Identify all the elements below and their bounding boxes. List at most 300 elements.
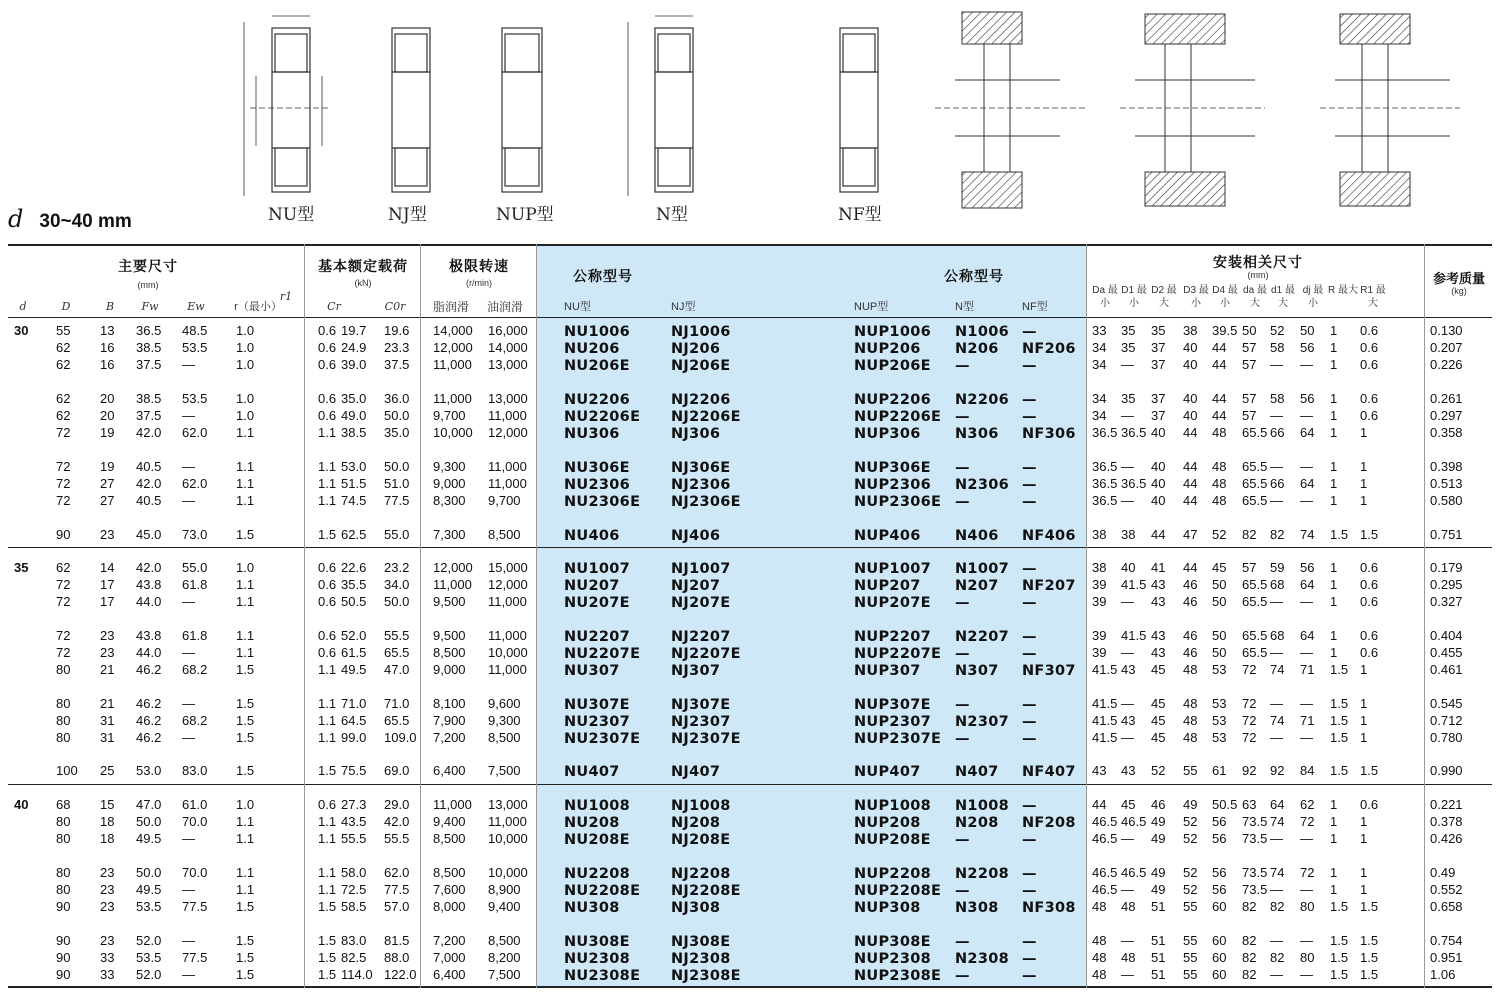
table-cell: NU207E <box>564 595 630 611</box>
table-cell: 1.0 <box>236 340 255 355</box>
table-cell: — <box>1121 967 1134 982</box>
table-cell: 57 <box>1242 357 1257 372</box>
table-cell: NJ207 <box>671 578 721 594</box>
table-cell: 9,400 <box>433 814 466 829</box>
table-cell: 64 <box>1300 425 1315 440</box>
table-cell: 44 <box>1212 357 1227 372</box>
table-cell: 1.5 <box>1330 967 1349 982</box>
table-cell: 50 <box>1212 577 1227 592</box>
table-cell: 23 <box>100 933 115 948</box>
table-cell: 44 <box>1212 340 1227 355</box>
table-cell: 40 <box>1121 560 1136 575</box>
table-cell: NF407 <box>1022 764 1076 780</box>
table-cell: 46 <box>1183 594 1198 609</box>
table-cell: 72 <box>56 476 71 491</box>
table-cell: 48.5 <box>182 323 208 338</box>
table-cell: NUP308 <box>854 900 921 916</box>
table-cell: 20 <box>100 391 115 406</box>
table-cell: 55 <box>56 323 71 338</box>
table-cell: 0.513 <box>1430 476 1463 491</box>
table-cell: 1.5 <box>236 696 255 711</box>
table-cell: 80 <box>56 814 71 829</box>
table-cell: 72 <box>56 594 71 609</box>
table-cell: 44 <box>1183 476 1198 491</box>
table-cell: 43.8 <box>136 628 162 643</box>
table-cell: 53.5 <box>182 340 208 355</box>
table-cell: 38 <box>1092 560 1107 575</box>
table-cell: NU208E <box>564 832 630 848</box>
table-cell: — <box>1121 696 1134 711</box>
group-speed-unit: (r/min) <box>466 278 492 288</box>
table-cell: 35.0 <box>384 425 410 440</box>
table-cell: NUP406 <box>854 528 921 544</box>
table-cell: 0.130 <box>1430 323 1463 338</box>
table-cell: — <box>1022 561 1037 577</box>
table-cell: 60 <box>1212 967 1227 982</box>
table-cell: 10,000 <box>488 831 528 846</box>
table-rule <box>8 986 1492 988</box>
table-cell: 10,000 <box>488 645 528 660</box>
table-cell: 1.5 <box>236 713 255 728</box>
bore-diameter: 35 <box>14 560 29 575</box>
table-cell: 19 <box>100 425 115 440</box>
table-cell: 36.5 <box>136 323 162 338</box>
table-cell: 1.5 <box>318 933 337 948</box>
table-cell: 0.6 <box>1360 645 1379 660</box>
group-model-1: 公称型号 <box>573 268 633 284</box>
table-cell: 49.5 <box>341 662 367 677</box>
table-cell: 7,500 <box>488 763 521 778</box>
table-cell: 11,000 <box>433 357 472 372</box>
table-cell: NUP2308 <box>854 951 931 967</box>
table-cell: 35.5 <box>341 577 367 592</box>
table-cell: NJ2307 <box>671 714 731 730</box>
table-cell: 53.5 <box>136 899 162 914</box>
table-cell: 31 <box>100 730 115 745</box>
table-cell: 57.0 <box>384 899 410 914</box>
table-cell: 23 <box>100 628 115 643</box>
table-cell: 48 <box>1092 899 1107 914</box>
sub-grease: 脂润滑 <box>432 300 469 314</box>
table-cell: 1 <box>1330 560 1338 575</box>
table-cell: 68 <box>56 797 71 812</box>
table-cell: 62 <box>1300 797 1315 812</box>
table-cell: 66 <box>1270 476 1285 491</box>
table-cell: 72 <box>1242 713 1257 728</box>
table-cell: 31 <box>100 713 115 728</box>
table-cell: — <box>955 494 970 510</box>
install-subheader: D2 最大 <box>1151 285 1177 309</box>
table-cell: 1.5 <box>1360 899 1379 914</box>
table-cell: 52 <box>1270 323 1285 338</box>
diagram-label-nf: NF型 <box>838 205 882 225</box>
table-cell: 72 <box>56 645 71 660</box>
table-cell: 27 <box>100 493 115 508</box>
table-cell: 0.49 <box>1430 865 1456 880</box>
table-cell: NF206 <box>1022 341 1076 357</box>
table-cell: 0.6 <box>318 323 337 338</box>
table-cell: NU2208E <box>564 883 641 899</box>
table-cell: — <box>1022 460 1037 476</box>
table-cell: 6,400 <box>433 763 466 778</box>
table-cell: 43.8 <box>136 577 162 592</box>
table-cell: 90 <box>56 950 71 965</box>
table-cell: — <box>1022 595 1037 611</box>
table-cell: 0.712 <box>1430 713 1463 728</box>
size-range-heading <box>8 205 132 235</box>
table-cell: 46.5 <box>1092 865 1118 880</box>
table-cell: 80 <box>56 865 71 880</box>
table-cell: 7,000 <box>433 950 466 965</box>
table-cell: — <box>1300 696 1313 711</box>
table-cell: — <box>182 594 195 609</box>
table-cell: 62 <box>56 340 71 355</box>
table-cell: 37.5 <box>384 357 410 372</box>
table-cell: 0.221 <box>1430 797 1463 812</box>
size-range: 30~40 mm <box>39 211 132 232</box>
table-cell: NU2306E <box>564 494 641 510</box>
table-cell: NJ206E <box>671 358 731 374</box>
table-cell: 64 <box>1300 577 1315 592</box>
table-cell: N1008 <box>955 798 1009 814</box>
table-cell: — <box>955 460 970 476</box>
table-cell: 12,000 <box>488 425 528 440</box>
table-cell: 46.2 <box>136 662 162 677</box>
table-cell: N207 <box>955 578 999 594</box>
table-rule <box>8 784 1492 785</box>
table-cell: 0.990 <box>1430 763 1463 778</box>
table-cell: 1.1 <box>236 493 255 508</box>
table-cell: 11,000 <box>488 594 527 609</box>
table-cell: 23.2 <box>384 560 410 575</box>
table-cell: 40.5 <box>136 493 162 508</box>
table-cell: 49.0 <box>341 408 367 423</box>
table-cell: 1 <box>1360 713 1368 728</box>
table-cell: 58.5 <box>341 899 367 914</box>
table-cell: 1 <box>1360 882 1368 897</box>
table-cell: — <box>1300 831 1313 846</box>
table-cell: 55.0 <box>384 527 410 542</box>
table-cell: 48 <box>1092 967 1107 982</box>
table-cell: 7,300 <box>433 527 466 542</box>
table-cell: 75.5 <box>341 763 367 778</box>
diagram-label-nup: NUP型 <box>496 205 554 225</box>
table-cell: 8,500 <box>433 645 466 660</box>
table-cell: N208 <box>955 815 999 831</box>
table-cell: 17 <box>100 577 115 592</box>
table-cell: NF208 <box>1022 815 1076 831</box>
table-cell: 58 <box>1270 391 1285 406</box>
group-mass: 参考质量 <box>1432 271 1485 286</box>
table-cell: 46.5 <box>1121 865 1147 880</box>
sub-n: N型 <box>955 301 974 313</box>
table-cell: 44.0 <box>136 594 162 609</box>
table-cell: — <box>955 832 970 848</box>
table-cell: 57 <box>1242 340 1257 355</box>
table-cell: 9,500 <box>433 628 466 643</box>
table-cell: 1.5 <box>1360 763 1379 778</box>
table-cell: 34 <box>1092 408 1107 423</box>
table-cell: — <box>1270 594 1283 609</box>
table-cell: 7,500 <box>488 967 521 982</box>
table-cell: 42.0 <box>136 560 162 575</box>
table-cell: 23 <box>100 645 115 660</box>
table-cell: 44 <box>1151 527 1166 542</box>
table-cell: N407 <box>955 764 999 780</box>
table-cell: 52.0 <box>136 967 162 982</box>
table-cell: NF308 <box>1022 900 1076 916</box>
sub-nu: NU型 <box>564 301 591 313</box>
table-cell: 44 <box>1212 408 1227 423</box>
table-cell: 47.0 <box>136 797 162 812</box>
table-cell: — <box>1300 459 1313 474</box>
mounting-drawing-1 <box>935 12 1085 208</box>
table-cell: 61.8 <box>182 628 208 643</box>
table-cell: 44.0 <box>136 645 162 660</box>
table-cell: 41.5 <box>1121 628 1147 643</box>
table-cell: 11,000 <box>433 797 472 812</box>
table-cell: NU2307E <box>564 731 641 747</box>
table-cell: 50.0 <box>384 594 410 609</box>
table-cell: 92 <box>1270 763 1285 778</box>
table-cell: 1 <box>1330 882 1338 897</box>
table-cell: 68.2 <box>182 713 208 728</box>
table-cell: — <box>1022 968 1037 984</box>
table-cell: 90 <box>56 933 71 948</box>
table-cell: 1 <box>1330 594 1338 609</box>
table-cell: 40 <box>1151 493 1166 508</box>
table-cell: 55 <box>1183 950 1198 965</box>
table-cell: N306 <box>955 426 999 442</box>
table-cell: 0.552 <box>1430 882 1463 897</box>
table-cell: 18 <box>100 831 115 846</box>
table-cell: 0.261 <box>1430 391 1463 406</box>
table-cell: 45 <box>1151 696 1166 711</box>
table-cell: 43 <box>1121 713 1136 728</box>
table-cell: 6,400 <box>433 967 466 982</box>
table-cell: 40 <box>1151 459 1166 474</box>
table-cell: 62.0 <box>182 425 208 440</box>
table-cell: 21 <box>100 696 115 711</box>
table-cell: NUP2308E <box>854 968 942 984</box>
table-cell: 52 <box>1151 763 1166 778</box>
table-cell: 36.0 <box>384 391 410 406</box>
table-cell: NJ1007 <box>671 561 731 577</box>
table-cell: 1.5 <box>236 763 255 778</box>
table-cell: 72 <box>56 577 71 592</box>
table-cell: — <box>1022 697 1037 713</box>
table-cell: 9,500 <box>433 594 466 609</box>
table-cell: 40 <box>1183 408 1198 423</box>
table-rule <box>8 317 1492 318</box>
table-cell: — <box>1022 358 1037 374</box>
table-cell: 44 <box>1212 391 1227 406</box>
column-divider <box>304 244 305 988</box>
table-cell: NU206 <box>564 341 620 357</box>
table-cell: 83.0 <box>341 933 367 948</box>
table-cell: 50.0 <box>384 459 410 474</box>
sub-oil: 油润滑 <box>486 300 523 314</box>
table-cell: — <box>1300 357 1313 372</box>
table-cell: 57 <box>1242 391 1257 406</box>
table-cell: 70.0 <box>182 814 208 829</box>
table-cell: 1 <box>1330 865 1338 880</box>
table-cell: 1.1 <box>318 730 337 745</box>
table-cell: — <box>955 358 970 374</box>
table-cell: 82 <box>1242 967 1257 982</box>
table-cell: NUP2207 <box>854 629 931 645</box>
table-cell: 0.6 <box>1360 797 1379 812</box>
table-cell: — <box>1270 459 1283 474</box>
table-cell: 51.5 <box>341 476 367 491</box>
table-cell: 1.1 <box>318 493 337 508</box>
table-cell: NU306E <box>564 460 630 476</box>
sub-Fw: Fw <box>141 300 159 313</box>
table-cell: 74.5 <box>341 493 367 508</box>
table-cell: 64.5 <box>341 713 367 728</box>
table-cell: 9,700 <box>488 493 521 508</box>
table-cell: 0.6 <box>318 357 337 372</box>
table-cell: NUP2206 <box>854 392 931 408</box>
table-cell: 50.5 <box>1212 797 1238 812</box>
table-cell: 37 <box>1151 340 1166 355</box>
table-cell: 1.0 <box>236 560 255 575</box>
table-cell: 55 <box>1183 899 1198 914</box>
install-subheader: dj 最小 <box>1302 285 1324 309</box>
table-cell: NUP208E <box>854 832 931 848</box>
table-cell: 0.207 <box>1430 340 1463 355</box>
table-cell: 72.5 <box>341 882 367 897</box>
sub-Ew: Ew <box>187 300 205 313</box>
table-cell: 44 <box>1183 425 1198 440</box>
table-cell: NJ2207E <box>671 646 741 662</box>
group-load-unit: (kN) <box>354 278 372 288</box>
table-cell: 61 <box>1212 763 1227 778</box>
table-cell: 56 <box>1300 560 1315 575</box>
table-cell: 84 <box>1300 763 1315 778</box>
table-cell: NUP206 <box>854 341 921 357</box>
table-cell: NJ307E <box>671 697 731 713</box>
table-cell: 55 <box>1183 763 1198 778</box>
sub-Cr: Cr <box>327 300 341 313</box>
table-cell: 7,900 <box>433 713 466 728</box>
table-cell: 46.2 <box>136 730 162 745</box>
table-cell: 35.0 <box>341 391 367 406</box>
table-cell: 72 <box>1300 865 1315 880</box>
table-cell: 0.6 <box>1360 577 1379 592</box>
table-cell: 7,200 <box>433 730 466 745</box>
table-cell: 1.1 <box>236 628 255 643</box>
table-cell: 39.5 <box>1212 323 1238 338</box>
table-cell: 53 <box>1212 730 1227 745</box>
table-cell: 21 <box>100 662 115 677</box>
table-cell: 1 <box>1360 865 1368 880</box>
table-cell: 50 <box>1212 645 1227 660</box>
table-cell: — <box>1300 645 1313 660</box>
table-cell: 0.6 <box>318 391 337 406</box>
table-cell: NJ308 <box>671 900 721 916</box>
table-cell: NJ208E <box>671 832 731 848</box>
table-cell: 46 <box>1151 797 1166 812</box>
table-cell: NUP2206E <box>854 409 942 425</box>
table-cell: 34 <box>1092 340 1107 355</box>
table-cell: 1.1 <box>318 425 337 440</box>
table-cell: 43.5 <box>341 814 367 829</box>
table-cell: 0.6 <box>318 340 337 355</box>
table-cell: — <box>1022 798 1037 814</box>
table-cell: — <box>182 645 195 660</box>
table-cell: 0.297 <box>1430 408 1463 423</box>
table-cell: 36.5 <box>1092 493 1118 508</box>
table-cell: 1 <box>1330 323 1338 338</box>
table-cell: NUP208 <box>854 815 921 831</box>
table-cell: — <box>955 697 970 713</box>
table-cell: — <box>1121 594 1134 609</box>
table-cell: 1.5 <box>1330 527 1349 542</box>
table-cell: NUP206E <box>854 358 931 374</box>
table-cell: 1.1 <box>318 476 337 491</box>
table-cell: 46.5 <box>1092 882 1118 897</box>
table-cell: — <box>1270 696 1283 711</box>
table-cell: 0.6 <box>1360 340 1379 355</box>
table-cell: NUP407 <box>854 764 921 780</box>
table-cell: 0.6 <box>318 577 337 592</box>
table-cell: — <box>1270 933 1283 948</box>
table-cell: 1.0 <box>236 357 255 372</box>
table-cell: 0.6 <box>1360 594 1379 609</box>
table-cell: NUP2307 <box>854 714 931 730</box>
table-cell: 9,300 <box>488 713 521 728</box>
table-cell: 52 <box>1183 882 1198 897</box>
table-cell: NJ2307E <box>671 731 741 747</box>
table-cell: 44 <box>1183 459 1198 474</box>
table-cell: 36.5 <box>1092 476 1118 491</box>
table-cell: 7,200 <box>433 933 466 948</box>
table-cell: NU2207 <box>564 629 631 645</box>
table-cell: 72 <box>56 459 71 474</box>
table-cell: N308 <box>955 900 999 916</box>
table-cell: NJ208 <box>671 815 721 831</box>
table-cell: 56 <box>1300 340 1315 355</box>
table-cell: N307 <box>955 663 999 679</box>
sub-nj: NJ型 <box>671 301 696 313</box>
table-cell: 53.5 <box>136 950 162 965</box>
table-cell: — <box>1270 730 1283 745</box>
table-cell: 0.6 <box>318 797 337 812</box>
table-cell: NU2308 <box>564 951 631 967</box>
table-cell: 38 <box>1183 323 1198 338</box>
table-cell: 46.5 <box>1092 814 1118 829</box>
table-cell: 38 <box>1121 527 1136 542</box>
table-cell: 1 <box>1360 493 1368 508</box>
table-cell: — <box>1121 493 1134 508</box>
table-cell: NJ308E <box>671 934 731 950</box>
table-cell: 65.5 <box>384 645 410 660</box>
table-cell: 80 <box>56 882 71 897</box>
table-cell: 82 <box>1242 933 1257 948</box>
table-cell: 55.5 <box>341 831 367 846</box>
table-cell: NU308 <box>564 900 620 916</box>
table-cell: 46.5 <box>1092 831 1118 846</box>
table-cell: 1.0 <box>236 408 255 423</box>
table-cell: 1.5 <box>236 967 255 982</box>
table-cell: 51.0 <box>384 476 410 491</box>
table-cell: 0.6 <box>1360 560 1379 575</box>
table-cell: 49 <box>1151 882 1166 897</box>
table-cell: 82 <box>1242 950 1257 965</box>
table-cell: — <box>1121 831 1134 846</box>
table-cell: 39.0 <box>341 357 367 372</box>
